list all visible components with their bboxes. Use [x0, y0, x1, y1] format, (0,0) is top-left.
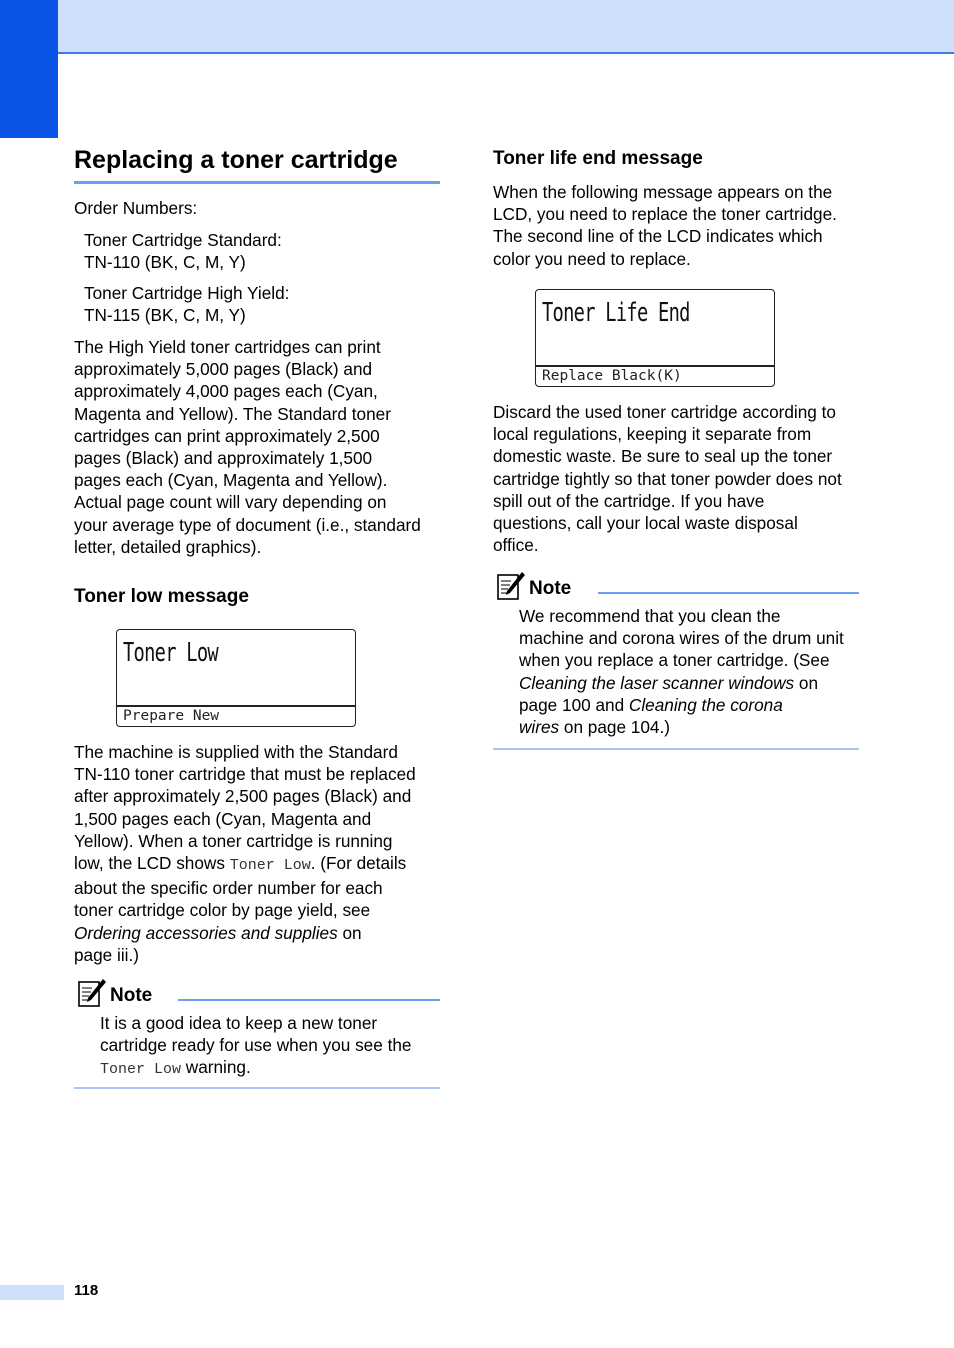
text-line: after approximately 2,500 pages (Black) and — [74, 786, 412, 807]
order-high-yield — [84, 282, 289, 326]
note-body — [100, 1012, 411, 1082]
text-line: The second line of the LCD indicates which — [493, 226, 823, 247]
text-line: questions, call your local waste disposal — [493, 513, 798, 534]
text-line: pages (Black) and approximately 1,500 — [74, 448, 373, 469]
text-line: about the specific order number for each — [74, 878, 383, 899]
text-line: letter, detailed graphics). — [74, 536, 262, 557]
text-line: on — [337, 922, 362, 943]
chapter-tab — [0, 0, 58, 138]
cross-reference: Ordering accessories and supplies — [74, 922, 338, 943]
text-line: Actual page count will vary depending on — [74, 492, 387, 513]
text-line: We recommend that you clean the — [519, 606, 781, 626]
note-pencil-icon — [496, 571, 526, 601]
text-line: local regulations, keeping it separate from — [493, 424, 812, 445]
yield-paragraph — [74, 336, 421, 558]
text-line: TN-110 toner cartridge that must be replaced — [74, 764, 416, 785]
cross-reference: Cleaning the corona — [628, 694, 783, 715]
note-bottom-rule — [74, 1087, 440, 1089]
toner-low-heading: Toner low message — [74, 586, 249, 607]
discard-paragraph — [493, 401, 842, 556]
lcd-display-toner-life-end — [535, 289, 775, 387]
text-line: cartridge ready for use when you see the — [100, 1035, 412, 1056]
text-line: page iii.) — [74, 944, 139, 965]
text-line: When the following message appears on the — [493, 182, 833, 202]
life-end-heading: Toner life end message — [493, 148, 703, 169]
lcd-line-1: Toner Low — [123, 638, 218, 668]
lcd-line-1: Toner Life End — [542, 298, 690, 328]
text-line: machine and corona wires of the drum unit — [519, 628, 844, 649]
text-line: The machine is supplied with the Standard — [74, 742, 398, 762]
page-number: 118 — [74, 1282, 99, 1299]
header-band — [0, 0, 954, 54]
order-standard-name: Toner Cartridge Standard: — [84, 230, 282, 250]
lcd-text-inline: Toner Low — [229, 857, 311, 875]
section-title: Replacing a toner cartridge — [74, 146, 398, 174]
text-line: approximately 4,000 pages each (Cyan, — [74, 381, 378, 402]
lcd-line-2: Prepare New — [123, 708, 220, 724]
section-title-rule — [74, 181, 440, 184]
order-high-yield-name: Toner Cartridge High Yield: — [84, 283, 290, 303]
text-line: pages each (Cyan, Magenta and Yellow). — [74, 470, 388, 491]
cross-reference: Cleaning the laser scanner windows — [519, 672, 795, 693]
life-end-paragraph — [493, 181, 837, 270]
order-high-yield-number: TN-115 (BK, C, M, Y) — [84, 305, 246, 326]
text-line: on — [794, 672, 819, 693]
text-line: low, the LCD shows — [74, 853, 230, 874]
text-line: approximately 5,000 pages (Black) and — [74, 359, 373, 380]
order-standard-number: TN-110 (BK, C, M, Y) — [84, 252, 246, 273]
note-bottom-rule — [493, 748, 859, 750]
text-line: It is a good idea to keep a new toner — [100, 1013, 378, 1033]
footer-band — [0, 1285, 64, 1300]
note-title: Note — [110, 985, 153, 1006]
text-line: cartridge tightly so that toner powder does not — [493, 468, 842, 489]
text-line: page 100 and — [519, 694, 629, 715]
text-line: toner cartridge color by page yield, see — [74, 900, 371, 921]
lcd-display-toner-low — [116, 629, 356, 727]
order-numbers-label: Order Numbers: — [74, 198, 198, 218]
text-line: spill out of the cartridge. If you have — [493, 490, 765, 511]
supplied-paragraph — [74, 741, 416, 966]
text-line: cartridges can print approximately 2,500 — [74, 425, 380, 446]
lcd-line-2: Replace Black(K) — [542, 368, 682, 384]
text-line: color you need to replace. — [493, 248, 691, 269]
text-line: Yellow). When a toner cartridge is running — [74, 830, 393, 851]
text-line: 1,500 pages each (Cyan, Magenta and — [74, 808, 372, 829]
text-line: domestic waste. Be sure to seal up the toner — [493, 446, 833, 467]
text-line: LCD, you need to replace the toner cartridge. — [493, 204, 837, 225]
cross-reference: wires — [519, 717, 560, 738]
note-title: Note — [529, 578, 572, 599]
text-line: Discard the used toner cartridge according to — [493, 402, 836, 422]
note-rule — [598, 592, 859, 594]
text-line: your average type of document (i.e., standard — [74, 514, 421, 535]
text-line: when you replace a toner cartridge. (See — [519, 650, 830, 671]
text-line: office. — [493, 535, 539, 556]
note-body — [519, 605, 844, 738]
note-pencil-icon — [77, 978, 107, 1008]
text-line: warning. — [181, 1057, 251, 1078]
lcd-text-inline: Toner Low — [100, 1061, 182, 1079]
text-line: . (For details — [310, 853, 407, 874]
text-line: on page 104.) — [559, 717, 670, 738]
order-standard — [84, 229, 282, 273]
note-rule — [178, 999, 440, 1001]
text-line: The High Yield toner cartridges can print — [74, 337, 381, 357]
text-line: Magenta and Yellow). The Standard toner — [74, 403, 391, 424]
